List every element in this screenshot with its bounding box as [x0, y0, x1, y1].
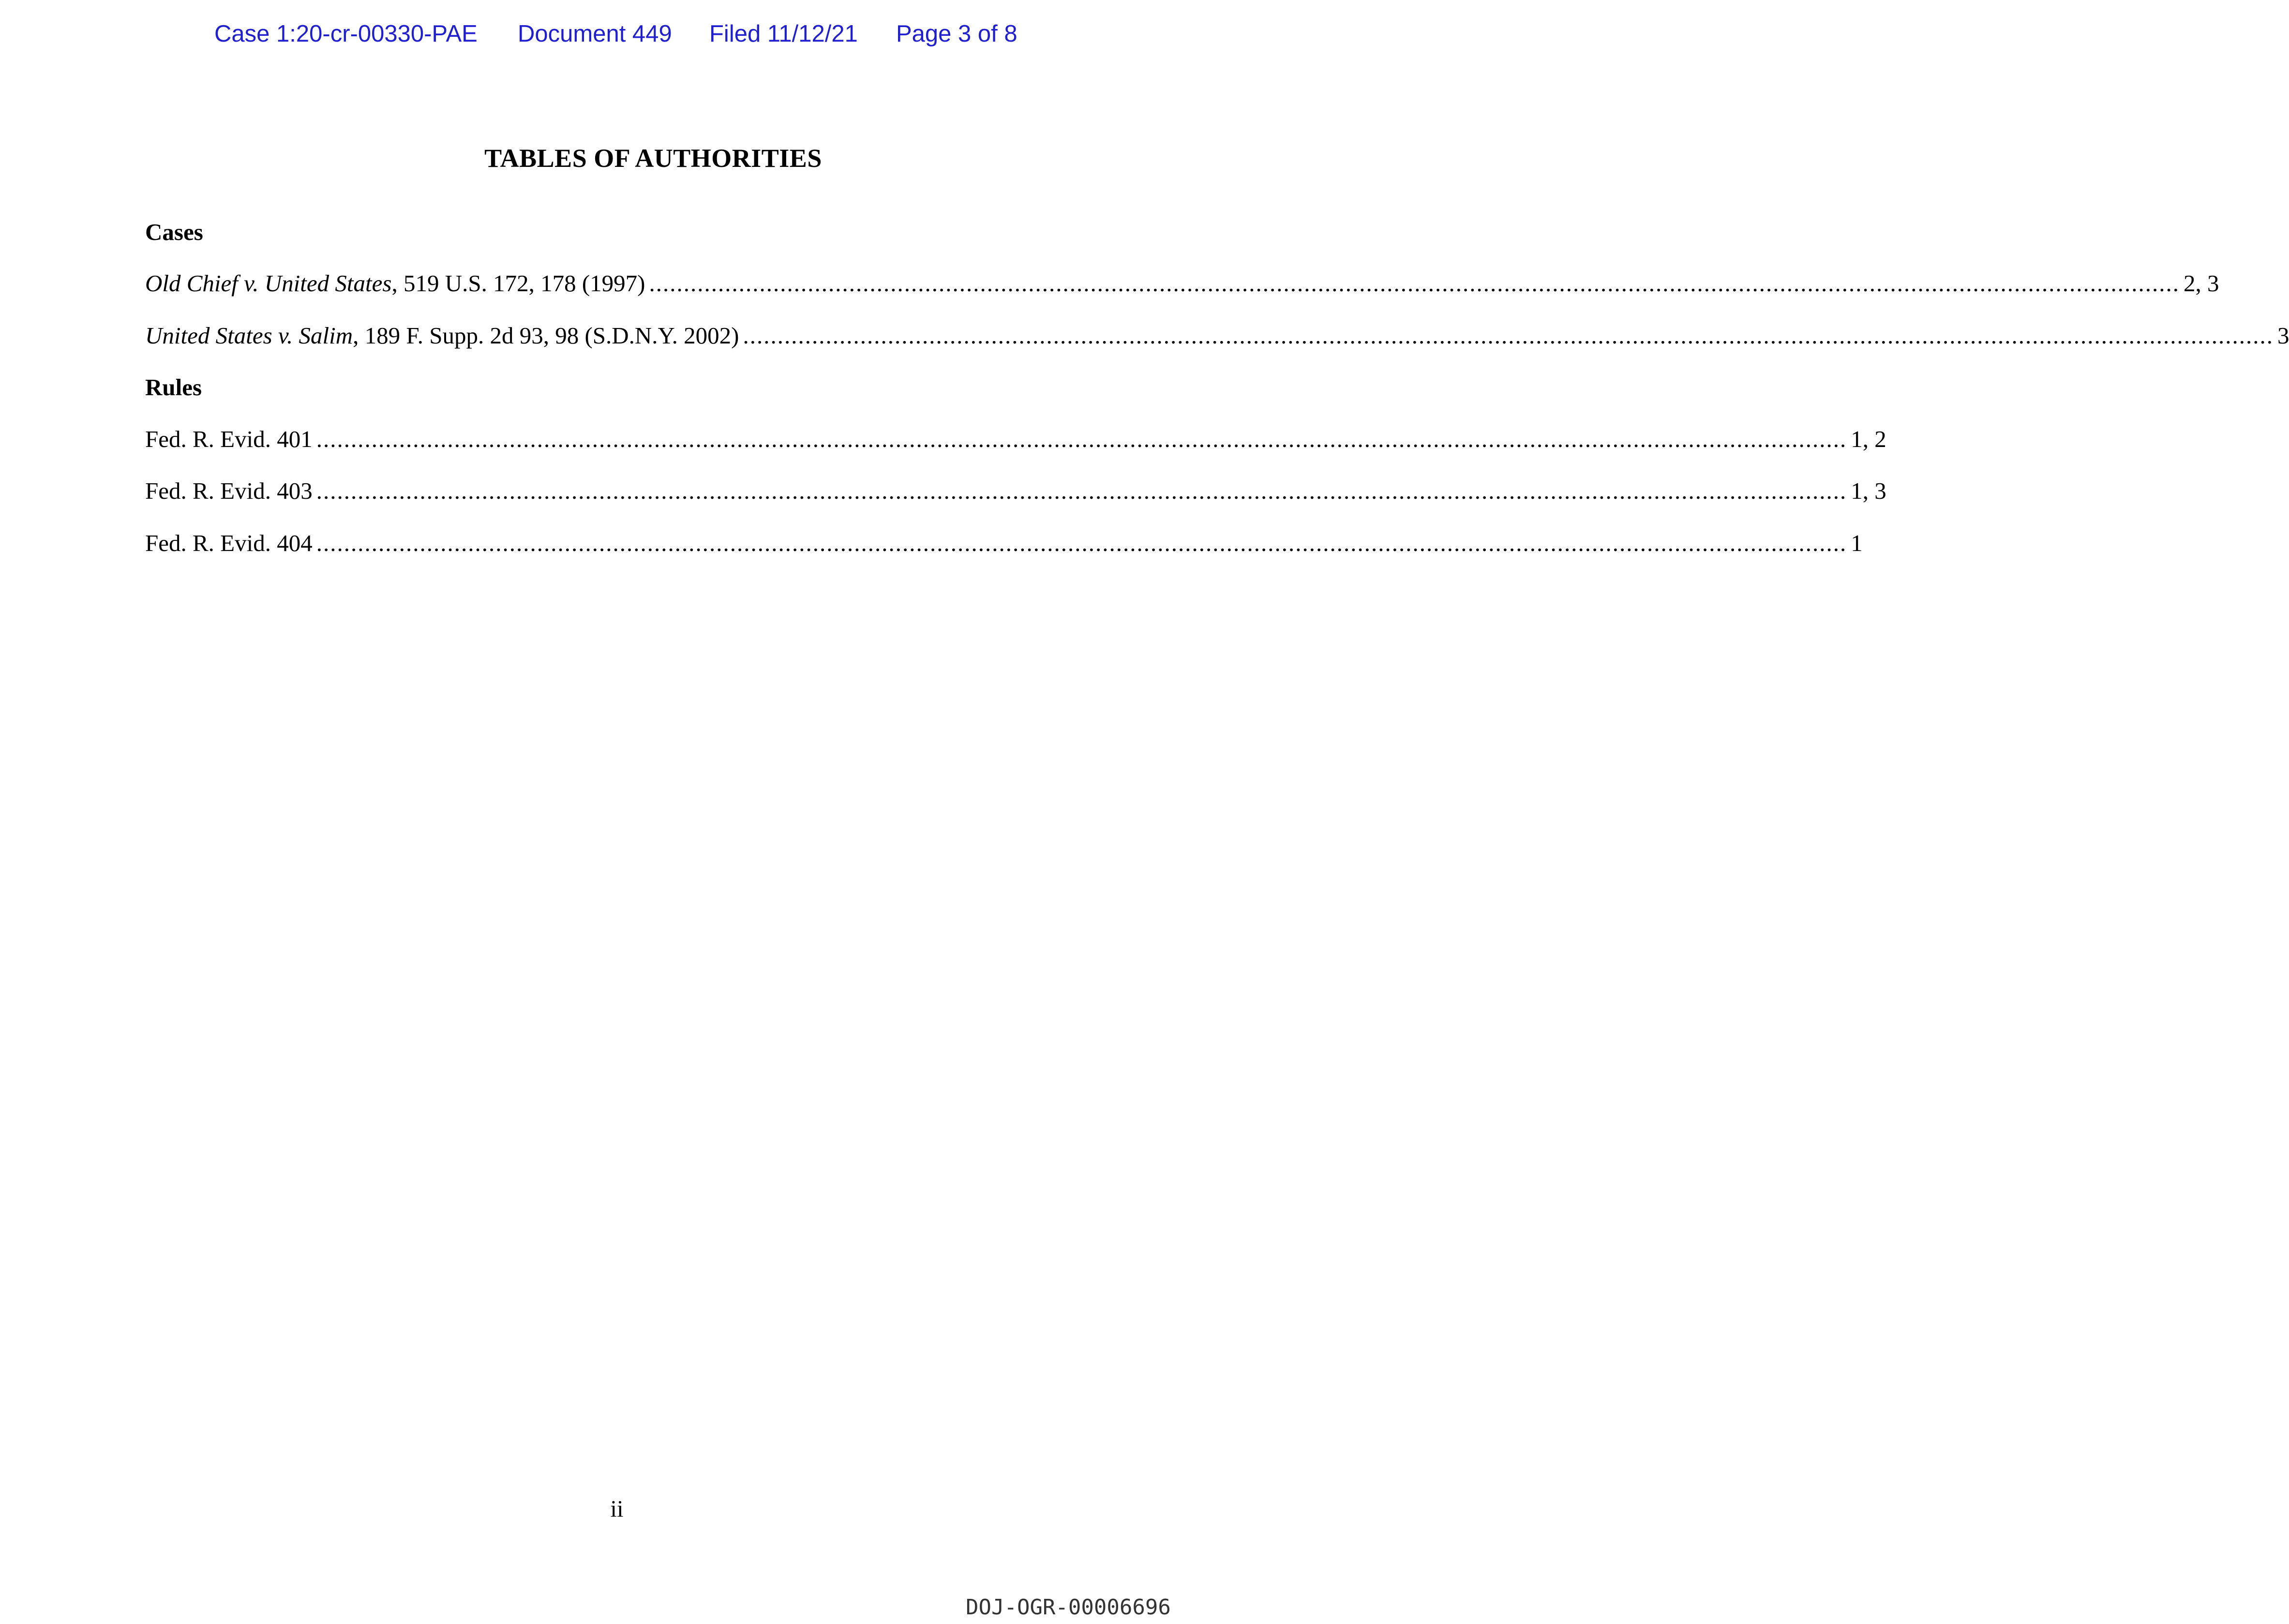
toa-entry-old-chief: [145, 269, 2219, 299]
page-references: 1, 3: [1851, 477, 1886, 504]
case-reporter: , 519 U.S. 172, 178 (1997): [391, 270, 645, 297]
header-page-count: Page 3 of 8: [896, 21, 1017, 47]
page-references: 1, 2: [1851, 426, 1886, 452]
ecf-header: [0, 20, 1234, 54]
header-case-number: Case 1:20-cr-00330-PAE: [214, 21, 478, 47]
dot-leader: ..............................................................................................................................................................................................................................: [316, 530, 1847, 556]
section-heading-cases: Cases: [145, 219, 203, 245]
rule-citation: Fed. R. Evid. 401: [145, 426, 313, 452]
rule-citation: Fed. R. Evid. 404: [145, 530, 313, 556]
dot-leader: ..............................................................................................................................................................................................................................: [649, 270, 2180, 297]
case-name: United States v. Salim: [145, 322, 353, 349]
toa-entry-salim: [145, 322, 2289, 352]
bates-number: DOJ-OGR-00006696: [966, 1595, 1171, 1620]
toa-citation: [145, 322, 739, 349]
page-references: 1: [1851, 530, 1863, 556]
header-filed-date: Filed 11/12/21: [709, 21, 858, 47]
page-references: 3: [2277, 322, 2289, 349]
toa-entry-fre-404: [145, 529, 1863, 559]
toa-entry-fre-401: [145, 425, 1886, 455]
case-name: Old Chief v. United States: [145, 270, 392, 297]
case-reporter: , 189 F. Supp. 2d 93, 98 (S.D.N.Y. 2002): [353, 322, 739, 349]
toa-entry-fre-403: [145, 477, 1886, 507]
section-heading-rules: Rules: [145, 374, 202, 401]
page-title: TABLES OF AUTHORITIES: [484, 144, 822, 173]
header-document-number: Document 449: [518, 21, 672, 47]
dot-leader: ..............................................................................................................................................................................................................................: [316, 477, 1847, 504]
toa-citation: [145, 269, 645, 297]
page-references: 2, 3: [2183, 270, 2219, 297]
dot-leader: ..............................................................................................................................................................................................................................: [316, 426, 1847, 452]
page-number: ii: [610, 1495, 624, 1522]
dot-leader: ..............................................................................................................................................................................................................................: [743, 322, 2274, 349]
rule-citation: Fed. R. Evid. 403: [145, 477, 313, 504]
